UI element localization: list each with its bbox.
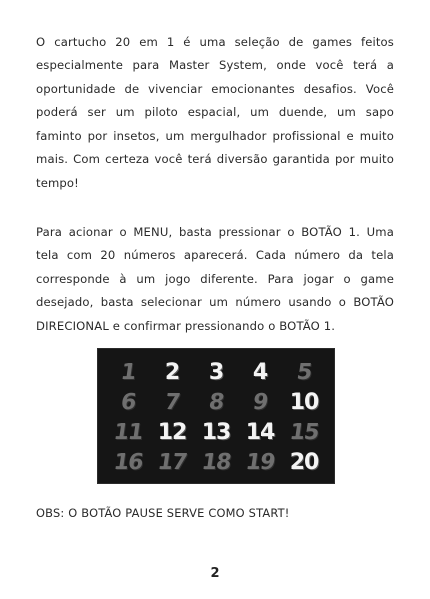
menu-number: 6 <box>119 390 137 415</box>
menu-number: 19 <box>244 450 277 475</box>
menu-number: 13 <box>201 420 231 445</box>
menu-number: 7 <box>163 390 181 415</box>
menu-number: 18 <box>200 450 233 475</box>
menu-instructions-paragraph: Para acionar o MENU, basta pressionar o BOTÃO 1. Uma tela com 20 números aparecerá. Cada número da tela corresponde à um jogo diferente. Para jogar o game desejado, basta selecionar um número usando o BOTÃO DIRECIONAL e confirmar pressionando o BOTÃO 1. <box>36 224 394 333</box>
menu-number: 14 <box>245 420 275 445</box>
menu-number: 2 <box>164 360 180 385</box>
menu-number: 1 <box>119 360 137 385</box>
page-number: 2 <box>210 566 220 581</box>
menu-number: 12 <box>157 420 187 445</box>
menu-number: 8 <box>207 390 225 415</box>
menu-number: 16 <box>112 450 145 475</box>
intro-paragraph: O cartucho 20 em 1 é uma seleção de games feitos especialmente para Master System, onde você terá a oportunidade de vivenciar emocionantes desafios. Você poderá ser um piloto espacial, um duende, um sapo faminto por insetos, um mergulhador profissional e muito mais. Com certeza você terá diversão garantida por muito tempo! <box>36 34 394 190</box>
menu-number: 17 <box>156 450 189 475</box>
menu-number: 20 <box>289 450 319 475</box>
game-menu-screen-image <box>97 348 335 484</box>
menu-number: 11 <box>112 420 145 445</box>
menu-number: 5 <box>295 360 313 385</box>
menu-number: 15 <box>288 420 321 445</box>
menu-number: 10 <box>289 390 319 415</box>
obs-note: OBS: O BOTÃO PAUSE SERVE COMO START! <box>36 506 290 520</box>
menu-number: 9 <box>251 390 269 415</box>
menu-number: 3 <box>208 360 224 385</box>
menu-number: 4 <box>252 360 268 385</box>
